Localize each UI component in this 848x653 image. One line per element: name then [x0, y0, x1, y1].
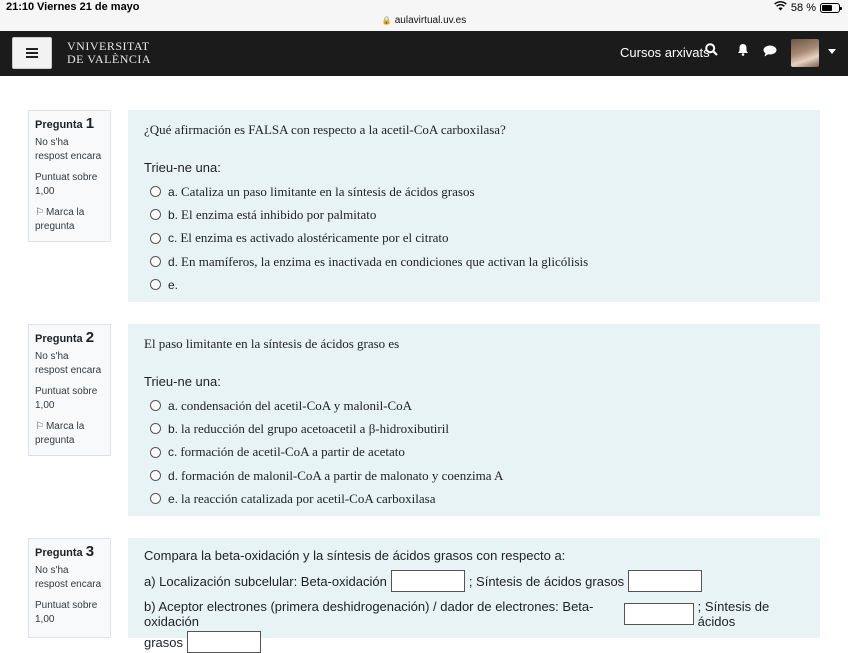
- line-b-label: b) Aceptor electrones (primera deshidrogenación) / dador de electrones: Beta-oxidación: [144, 599, 594, 629]
- answer-list: [144, 394, 804, 510]
- bell-icon[interactable]: [737, 43, 749, 59]
- chat-icon[interactable]: [763, 44, 777, 60]
- question-number: Pregunta 2: [35, 329, 95, 346]
- radio-button[interactable]: [150, 493, 161, 504]
- question-state: No s'ha respost encara: [35, 565, 102, 590]
- question-info-3: [28, 538, 111, 638]
- answer-option-d[interactable]: d. formación de malonil-CoA a partir de malonato y coenzima A: [144, 464, 804, 487]
- hamburger-icon: [26, 48, 38, 58]
- search-icon[interactable]: [705, 43, 718, 59]
- flag-question-link[interactable]: ⚐ Marca la pregunta: [35, 207, 85, 232]
- answer-list: [144, 180, 804, 296]
- question-grade: Puntuat sobre 1,00: [35, 600, 98, 625]
- flag-icon: ⚐: [35, 207, 44, 218]
- answer-option-e[interactable]: e.: [144, 273, 804, 296]
- wifi-icon: [774, 1, 787, 14]
- battery-icon: [820, 3, 840, 13]
- radio-button[interactable]: [150, 423, 161, 434]
- question-info-1: [28, 110, 111, 242]
- question-text: ¿Qué afirmación es FALSA con respecto a la acetil-CoA carboxilasa?: [144, 122, 506, 137]
- url-text: aulavirtual.uv.es: [394, 15, 467, 26]
- question-text: El paso limitante en la síntesis de ácidos graso es: [144, 336, 400, 351]
- logo-line-1: VNIVERSITAT: [67, 39, 150, 53]
- radio-button[interactable]: [150, 447, 161, 458]
- question-line-a: [144, 570, 804, 592]
- question-content-3: [128, 538, 820, 650]
- answer-option-a[interactable]: a. Cataliza un paso limitante en la síntesis de ácidos grasos: [144, 180, 804, 203]
- radio-button[interactable]: [150, 256, 161, 267]
- flag-icon: ⚐: [35, 421, 44, 432]
- question-state: No s'ha respost encara: [35, 351, 102, 376]
- avatar[interactable]: [791, 39, 819, 67]
- status-bar: [0, 0, 848, 31]
- flag-question-link[interactable]: ⚐ Marca la pregunta: [35, 421, 85, 446]
- chevron-down-icon[interactable]: [828, 49, 836, 54]
- fatty-acid-synthesis-donor-input[interactable]: [187, 631, 261, 653]
- answer-option-e[interactable]: e. la reacción catalizada por acetil-CoA carboxilasa: [144, 487, 804, 510]
- archived-courses-link[interactable]: Cursos arxivats: [620, 45, 710, 60]
- lock-icon: 🔒: [381, 16, 392, 25]
- menu-button[interactable]: [12, 37, 52, 69]
- answer-option-c[interactable]: c. formación de acetil-CoA a partir de acetato: [144, 441, 804, 464]
- status-right: [774, 1, 840, 14]
- radio-button[interactable]: [150, 233, 161, 244]
- radio-button[interactable]: [150, 209, 161, 220]
- question-line-b: [144, 599, 804, 629]
- url-bar[interactable]: [0, 15, 848, 26]
- status-time: 21:10: [6, 1, 35, 13]
- answer-prompt: Trieu-ne una:: [144, 160, 221, 175]
- question-line-b-cont: [144, 631, 804, 653]
- question-text: Compara la beta-oxidación y la síntesis de ácidos grasos con respecto a:: [144, 548, 566, 563]
- radio-button[interactable]: [150, 279, 161, 290]
- line-a-mid-label: ; Síntesis de ácidos grasos: [468, 573, 625, 589]
- answer-option-a[interactable]: a. condensación del acetil-CoA y malonil-CoA: [144, 394, 804, 417]
- logo-line-2: DE VALÈNCIA: [67, 52, 152, 66]
- line-b-end-label: grasos: [144, 634, 184, 650]
- question-number: Pregunta 1: [35, 115, 95, 132]
- line-a-label: a) Localización subcelular: Beta-oxidación: [144, 573, 387, 589]
- top-navbar: [0, 31, 848, 76]
- line-b-mid-label: ; Síntesis de ácidos: [697, 599, 770, 629]
- university-logo[interactable]: [67, 40, 151, 66]
- battery-percent: 58 %: [790, 1, 816, 14]
- radio-button[interactable]: [150, 400, 161, 411]
- question-content-1: [128, 110, 820, 302]
- radio-button[interactable]: [150, 186, 161, 197]
- answer-option-c[interactable]: c. El enzima es activado alostéricamente por el citrato: [144, 227, 804, 250]
- question-content-2: [128, 324, 820, 516]
- status-date: Viernes 21 de mayo: [37, 1, 140, 13]
- question-state: No s'ha respost encara: [35, 137, 102, 162]
- answer-option-b[interactable]: b. El enzima está inhibido por palmitato: [144, 203, 804, 226]
- answer-option-b[interactable]: b. la reducción del grupo acetoacetil a β-hidroxibutiril: [144, 417, 804, 440]
- question-grade: Puntuat sobre 1,00: [35, 386, 98, 411]
- fatty-acid-synthesis-location-input[interactable]: [628, 570, 702, 592]
- question-grade: Puntuat sobre 1,00: [35, 172, 98, 197]
- beta-oxidation-location-input[interactable]: [391, 570, 465, 592]
- question-info-2: [28, 324, 111, 456]
- beta-oxidation-acceptor-input[interactable]: [624, 603, 694, 625]
- radio-button[interactable]: [150, 470, 161, 481]
- answer-prompt: Trieu-ne una:: [144, 374, 221, 389]
- question-number: Pregunta 3: [35, 543, 95, 560]
- answer-option-d[interactable]: d. En mamíferos, la enzima es inactivada en condiciones que activan la glicólisis: [144, 250, 804, 273]
